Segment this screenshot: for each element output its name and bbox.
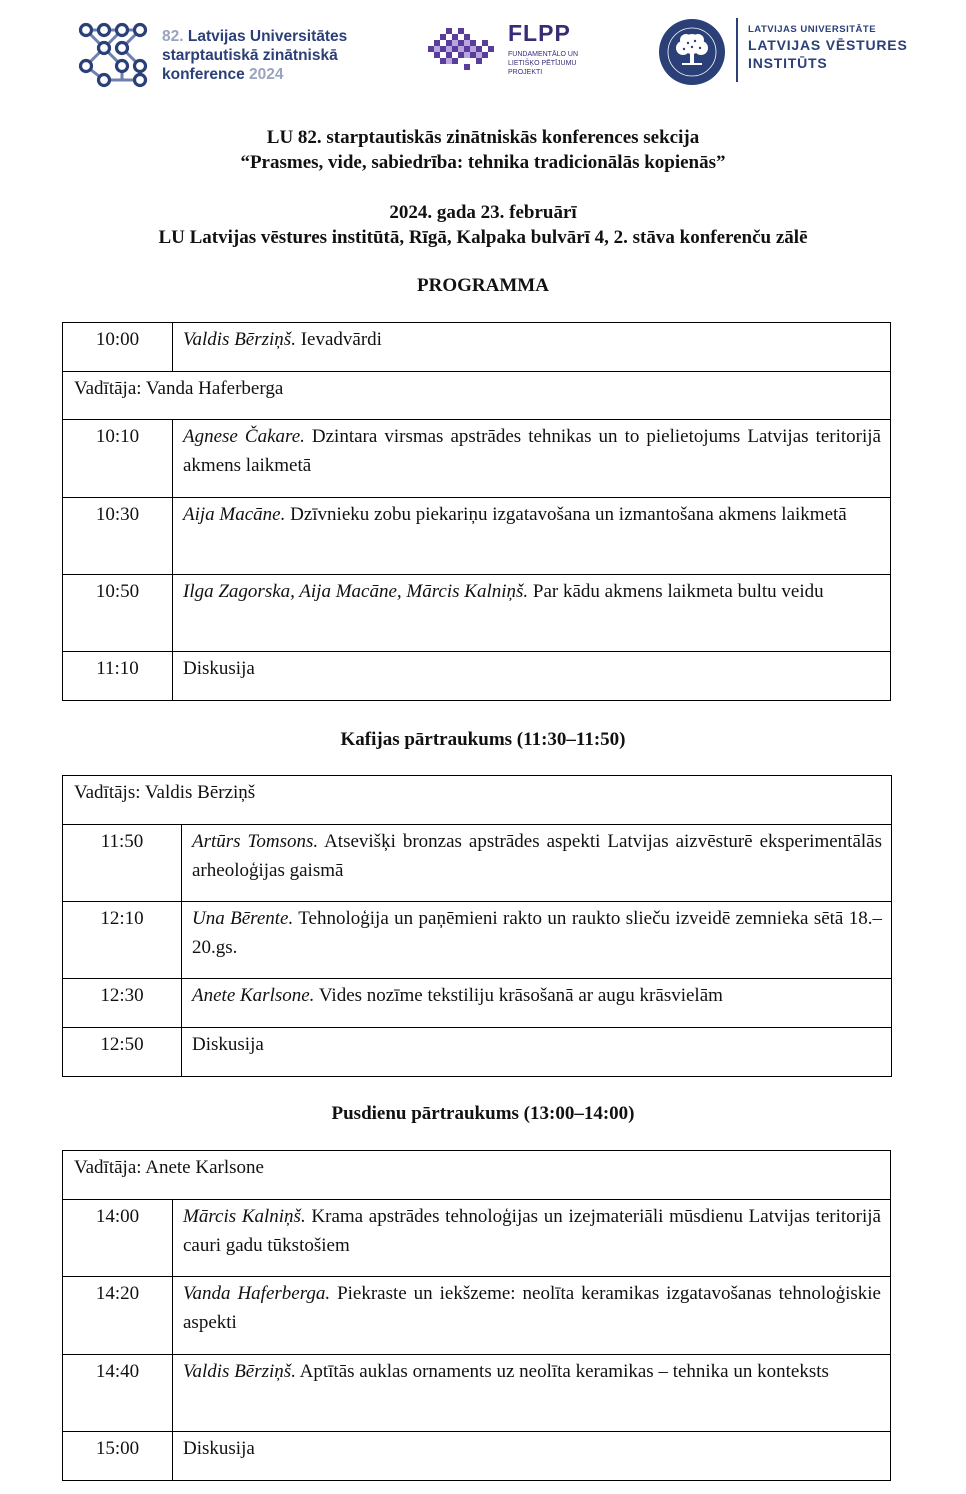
pixel-map-icon <box>422 22 502 82</box>
time-cell: 10:00 <box>63 323 173 372</box>
table-row <box>63 498 891 575</box>
institute-logo <box>658 14 908 94</box>
event-venue: LU Latvijas vēstures institūtā, Rīgā, Kalpaka bulvārī 4, 2. stāva konferenču zālē <box>158 227 808 248</box>
time-cell: 12:50 <box>63 1028 182 1077</box>
talk-cell <box>173 1277 891 1355</box>
table-row <box>63 1277 891 1355</box>
section-title-line2: “Prasmes, vide, sabiedrība: tehnika tradicionālās kopienās” <box>240 152 726 173</box>
time-cell: 11:50 <box>63 825 182 902</box>
talk-title: Par kādu akmens laikmeta bultu veidu <box>528 581 824 602</box>
programme-table-3 <box>62 1150 891 1481</box>
section-title-line1: LU 82. starptautiskās zinātniskās konferences sekcija <box>266 127 700 148</box>
time-cell: 14:40 <box>63 1355 173 1432</box>
programme-table-1 <box>62 322 891 701</box>
talk-title: Diskusija <box>183 658 255 679</box>
talk-cell <box>182 825 892 902</box>
institute-logo-text: LATVIJAS UNIVERSITĀTE LATVIJAS VĒSTURES INSTITŪTS <box>748 24 908 71</box>
session-chair: Vadītāja: Vanda Haferberga <box>63 372 891 420</box>
table-row <box>63 1355 891 1432</box>
talk-cell <box>173 1200 891 1277</box>
talk-cell <box>173 652 891 701</box>
talk-cell <box>173 1432 891 1481</box>
time-cell: 12:10 <box>63 902 182 979</box>
programme-heading: PROGRAMMA <box>417 275 549 296</box>
talk-title: Ievadvārdi <box>295 329 382 350</box>
table-row <box>63 979 892 1028</box>
speaker-name: Valdis Bērziņš. <box>183 1361 296 1382</box>
speaker-name: Aija Macāne. <box>183 504 286 525</box>
speaker-name: Anete Karlsone. <box>192 985 315 1006</box>
table-row <box>63 420 891 498</box>
talk-title: Vides nozīme tekstiliju krāsošanā ar augu krāsvielām <box>314 985 723 1006</box>
talk-title: Krama apstrādes tehnoloģijas un izejmateriāli mūsdienu Latvijas teritorijā cauri gadu tūkstošiem <box>183 1206 881 1256</box>
time-cell: 14:00 <box>63 1200 173 1277</box>
talk-cell <box>173 575 891 652</box>
table-row <box>63 372 891 420</box>
speaker-name: Vanda Haferberga. <box>183 1283 331 1304</box>
speaker-name: Artūrs Tomsons. <box>192 831 319 852</box>
table-row <box>63 323 891 372</box>
talk-title: Diskusija <box>192 1034 264 1055</box>
section-title <box>0 125 966 175</box>
speaker-name: Agnese Čakare. <box>183 426 305 447</box>
talk-cell <box>182 902 892 979</box>
conference-logo <box>78 14 378 94</box>
time-cell: 11:10 <box>63 652 173 701</box>
speaker-name: Mārcis Kalniņš. <box>183 1206 306 1227</box>
session-chair: Vadītājs: Valdis Bērziņš <box>63 776 892 825</box>
talk-title: Atsevišķi bronzas apstrādes aspekti Latvijas aizvēsturē eksperimentālās arheoloģijas gaismā <box>192 831 882 881</box>
talk-title: Dzīvnieku zobu piekariņu izgatavošana un izmantošana akmens laikmetā <box>285 504 847 525</box>
time-cell: 15:00 <box>63 1432 173 1481</box>
time-cell: 10:10 <box>63 420 173 498</box>
talk-cell <box>173 1355 891 1432</box>
talk-title: Tehnoloģija un paņēmieni rakto un raukto slieču izveidē zemnieka sētā 18.–20.gs. <box>192 908 882 958</box>
session-chair: Vadītāja: Anete Karlsone <box>63 1151 891 1200</box>
event-date-venue <box>0 200 966 250</box>
talk-cell <box>173 498 891 575</box>
lunch-break: Pusdienu pārtraukums (13:00–14:00) <box>331 1103 635 1124</box>
talk-cell <box>173 323 891 372</box>
logo-divider <box>736 18 738 82</box>
table-row <box>63 575 891 652</box>
talk-title: Piekraste un iekšzeme: neolīta keramikas izgatavošanas tehnoloģiskie aspekti <box>183 1283 881 1333</box>
header-logos <box>0 14 966 94</box>
table-row <box>63 1028 892 1077</box>
talk-cell <box>182 979 892 1028</box>
talk-cell <box>173 420 891 498</box>
table-row <box>63 1151 891 1200</box>
table-row <box>63 776 892 825</box>
table-row <box>63 1200 891 1277</box>
table-row <box>63 902 892 979</box>
coffee-break: Kafijas pārtraukums (11:30–11:50) <box>340 729 626 750</box>
flpp-logo <box>422 14 592 94</box>
speaker-name: Una Bērente. <box>192 908 294 929</box>
talk-title: Diskusija <box>183 1438 255 1459</box>
time-cell: 10:30 <box>63 498 173 575</box>
speaker-name: Valdis Bērziņš. <box>183 329 296 350</box>
speaker-name: Ilga Zagorska, Aija Macāne, Mārcis Kalniņš. <box>183 581 529 602</box>
event-date: 2024. gada 23. februārī <box>389 202 577 223</box>
flpp-title: FLPP <box>508 20 571 46</box>
talk-title: Dzintara virsmas apstrādes tehnikas un to pielietojums Latvijas teritorijā akmens laikmetā <box>183 426 881 476</box>
oak-tree-seal-icon <box>658 18 726 86</box>
table-row <box>63 1432 891 1481</box>
flpp-subtitle: FUNDAMENTĀLO UN LIETIŠĶO PĒTĪJUMU PROJEKTI <box>508 51 579 76</box>
time-cell: 12:30 <box>63 979 182 1028</box>
network-nodes-icon <box>78 22 150 88</box>
programme-table-2 <box>62 775 892 1077</box>
table-row <box>63 652 891 701</box>
talk-title: Aptītās auklas ornaments uz neolīta keramikas – tehnika un konteksts <box>295 1361 829 1382</box>
talk-cell <box>182 1028 892 1077</box>
conference-logo-text: 82. Latvijas Universitātes starptautiskā zinātniskā konference 2024 <box>162 28 348 83</box>
time-cell: 10:50 <box>63 575 173 652</box>
time-cell: 14:20 <box>63 1277 173 1355</box>
table-row <box>63 825 892 902</box>
